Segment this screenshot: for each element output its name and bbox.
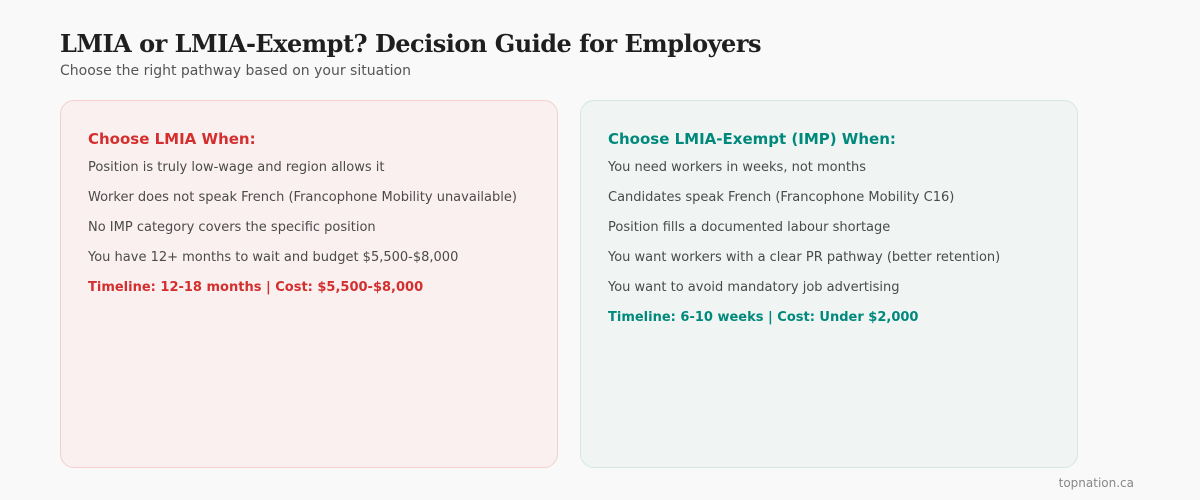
lmia-criterion: You have 12+ months to wait and budget $5,500-$8,000	[88, 250, 459, 265]
lmia-criterion: Worker does not speak French (Francophone Mobility unavailable)	[88, 190, 517, 205]
imp-criteria-list	[608, 158, 1051, 298]
imp-criterion: Candidates speak French (Francophone Mobility C16)	[608, 190, 955, 205]
lmia-criterion: No IMP category covers the specific position	[88, 220, 376, 235]
imp-card-heading: Choose LMIA-Exempt (IMP) When:	[608, 130, 896, 148]
lmia-timeline-cost: Timeline: 12-18 months | Cost: $5,500-$8,000	[88, 280, 424, 295]
footer-brand: topnation.ca	[1058, 476, 1134, 490]
lmia-card	[60, 100, 558, 468]
imp-criterion: Position fills a documented labour shortage	[608, 220, 891, 235]
lmia-card-heading: Choose LMIA When:	[88, 130, 256, 148]
page-subtitle: Choose the right pathway based on your situation	[60, 63, 411, 79]
imp-criterion: You need workers in weeks, not months	[608, 160, 866, 175]
imp-criterion: You want to avoid mandatory job advertising	[608, 280, 900, 295]
page-title: LMIA or LMIA-Exempt? Decision Guide for Employers	[60, 29, 761, 58]
imp-timeline-cost: Timeline: 6-10 weeks | Cost: Under $2,000	[608, 310, 919, 325]
lmia-criteria-list	[88, 158, 531, 268]
imp-card	[580, 100, 1078, 468]
lmia-criterion: Position is truly low-wage and region allows it	[88, 160, 385, 175]
imp-criterion: You want workers with a clear PR pathway (better retention)	[608, 250, 1001, 265]
